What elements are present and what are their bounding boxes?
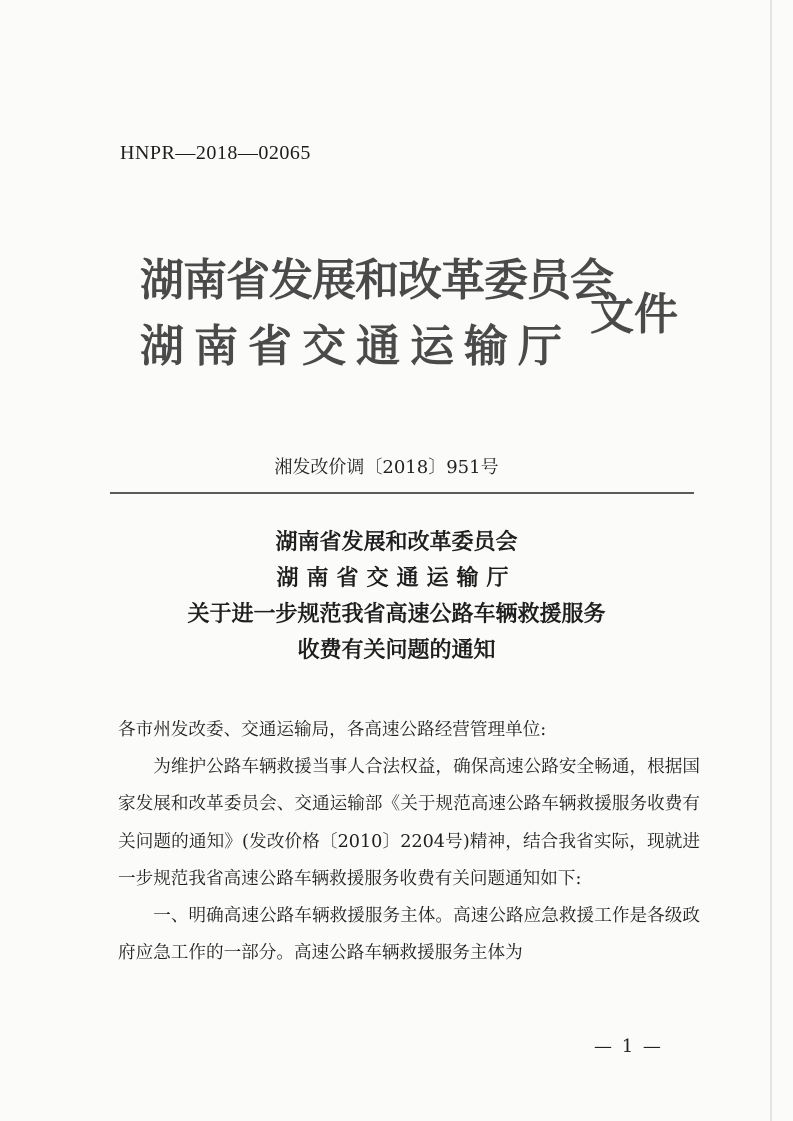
header-document-suffix: 文件 — [590, 289, 678, 340]
page-number: — 1 — — [594, 1036, 663, 1057]
title-line-4: 收费有关问题的通知 — [297, 638, 496, 663]
header-authority-1: 湖南省发展和改革委员会 — [140, 255, 613, 306]
title-line-2: 湖南省交通运输厅 — [276, 566, 517, 591]
body-paragraph-2: 一、明确高速公路车辆救援服务主体。高速公路应急救援工作是各级政府应急工作的一部分。高速公路车辆救援服务主体为 — [118, 906, 700, 964]
addressee-line: 各市州发改委、交通运输局，各高速公路经营管理单位: — [118, 720, 547, 740]
header-authority-2: 湖南省交通运输厅 — [140, 321, 572, 372]
document-title — [0, 525, 793, 669]
body-paragraph-1: 为维护公路车辆救援当事人合法权益，确保高速公路安全畅通，根据国家发展和改革委员会、交通运输部《关于规范高速公路车辆救援服务收费有关问题的通知》(发改价格〔2010〕2204号)精神，结合我省实际，现就进一步规范我省高速公路车辆救援服务收费有关问题通知如下: — [118, 757, 700, 889]
title-line-3: 关于进一步规范我省高速公路车辆救援服务 — [187, 602, 606, 627]
title-line-1: 湖南省发展和改革委员会 — [275, 530, 518, 555]
header-divider — [110, 492, 694, 494]
document-body — [118, 712, 700, 972]
issuing-authority-header — [112, 238, 712, 388]
issue-number: 湘发改价调〔2018〕951号 — [274, 457, 499, 478]
document-code: HNPR—2018—02065 — [120, 142, 311, 164]
scan-edge-line — [770, 0, 772, 1121]
